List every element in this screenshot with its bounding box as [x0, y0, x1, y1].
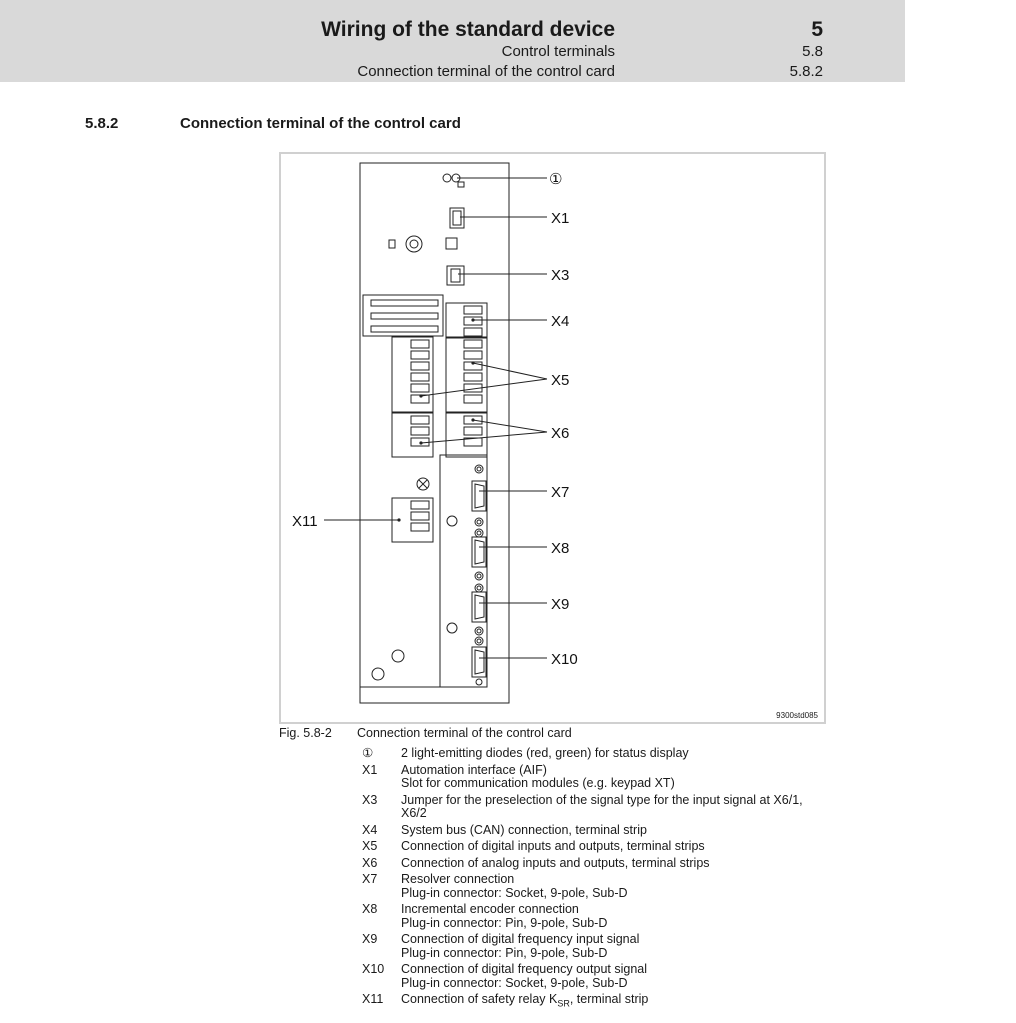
label-x6: X6: [551, 425, 570, 442]
figure-legend: [362, 747, 822, 1011]
slot: [363, 295, 443, 336]
legend-key: X3: [362, 792, 378, 807]
label-x5: X5: [551, 372, 570, 389]
legend-key: X8: [362, 902, 378, 916]
chapter-number: 5: [811, 18, 823, 41]
heading-number: 5.8.2: [85, 115, 119, 132]
jumper-symbol: [446, 238, 457, 249]
legend-key: X7: [362, 872, 378, 886]
label-x9: X9: [551, 596, 570, 613]
chapter-title: Wiring of the standard device: [321, 18, 615, 41]
legend-item: [362, 794, 822, 821]
label-x4: X4: [551, 313, 570, 330]
legend-line: Connection of safety relay K: [401, 992, 558, 1006]
legend-key: X10: [362, 962, 385, 976]
legend-line: Connection of digital frequency output signal: [401, 962, 647, 976]
subd-panel: [440, 455, 487, 687]
figure-caption: Connection terminal of the control card: [357, 726, 572, 740]
legend-line: Plug-in connector: Socket, 9-pole, Sub-D: [401, 885, 628, 900]
legend-key: X9: [362, 932, 378, 946]
label-led: ①: [549, 171, 563, 188]
legend-item: [362, 933, 822, 960]
legend-key: X6: [362, 855, 378, 870]
legend-key: X1: [362, 762, 378, 777]
legend-line: Jumper for the preselection of the signal type for the input signal at X6/1,: [401, 792, 803, 807]
subsection-title: Connection terminal of the control card: [357, 63, 615, 80]
legend-key: X11: [362, 992, 384, 1006]
legend-item: [362, 840, 822, 854]
reset-symbol: [389, 240, 395, 248]
legend-line: Plug-in connector: Pin, 9-pole, Sub-D: [401, 915, 608, 930]
page-header: [0, 0, 905, 82]
mount-hole: [372, 668, 384, 680]
legend-item: [362, 873, 822, 900]
section-title: Control terminals: [501, 43, 615, 60]
legend-key: X4: [362, 822, 378, 837]
legend-item: [362, 857, 822, 871]
label-x11: X11: [292, 513, 318, 530]
led-base: [458, 182, 464, 187]
heading-title: Connection terminal of the control card: [180, 115, 461, 132]
label-x1: X1: [551, 210, 570, 227]
legend-line: Connection of digital inputs and outputs, terminal strips: [401, 839, 705, 853]
legend-line: Slot for communication modules (e.g. keypad XT): [401, 776, 675, 790]
legend-item: [362, 903, 822, 930]
legend-item: [362, 993, 822, 1011]
legend-line: X6/2: [401, 806, 427, 820]
legend-item: [362, 747, 822, 761]
legend-line: Resolver connection: [401, 872, 515, 886]
x10-subd-connector: [472, 637, 486, 685]
legend-line: Connection of digital frequency input signal: [401, 932, 640, 946]
legend-item: [362, 963, 822, 990]
legend-line: System bus (CAN) connection, terminal strip: [401, 822, 647, 837]
figure-number: Fig. 5.8-2: [279, 726, 332, 740]
label-x8: X8: [551, 540, 570, 557]
legend-line: Automation interface (AIF): [401, 762, 547, 777]
mount-hole: [447, 516, 457, 526]
legend-subscript: SR: [557, 998, 570, 1009]
potentiometer-icon: [406, 236, 422, 252]
legend-line: Plug-in connector: Socket, 9-pole, Sub-D: [401, 975, 628, 990]
figure-code: 9300std085: [776, 711, 818, 720]
led-icon: [443, 174, 451, 182]
label-x3: X3: [551, 267, 570, 284]
x7-subd-connector: [472, 465, 486, 526]
x9-subd-connector: [472, 584, 486, 635]
legend-line: Incremental encoder connection: [401, 902, 579, 916]
subsection-number: 5.8.2: [789, 63, 823, 80]
legend-item: [362, 764, 822, 791]
section-number: 5.8: [802, 43, 823, 60]
legend-line: Plug-in connector: Pin, 9-pole, Sub-D: [401, 945, 608, 960]
x8-subd-connector: [472, 529, 486, 580]
mount-hole: [392, 650, 404, 662]
legend-item: [362, 824, 822, 838]
figure-box: [279, 152, 826, 724]
control-card-diagram: [281, 154, 824, 722]
legend-line: 2 light-emitting diodes (red, green) for status display: [401, 746, 689, 760]
label-x10: X10: [551, 651, 578, 668]
legend-key: ①: [362, 746, 374, 760]
legend-line: Connection of analog inputs and outputs, terminal strips: [401, 855, 710, 870]
label-x7: X7: [551, 484, 570, 501]
mount-hole: [447, 623, 457, 633]
legend-key: X5: [362, 839, 378, 853]
legend-line-end: , terminal strip: [569, 992, 649, 1006]
